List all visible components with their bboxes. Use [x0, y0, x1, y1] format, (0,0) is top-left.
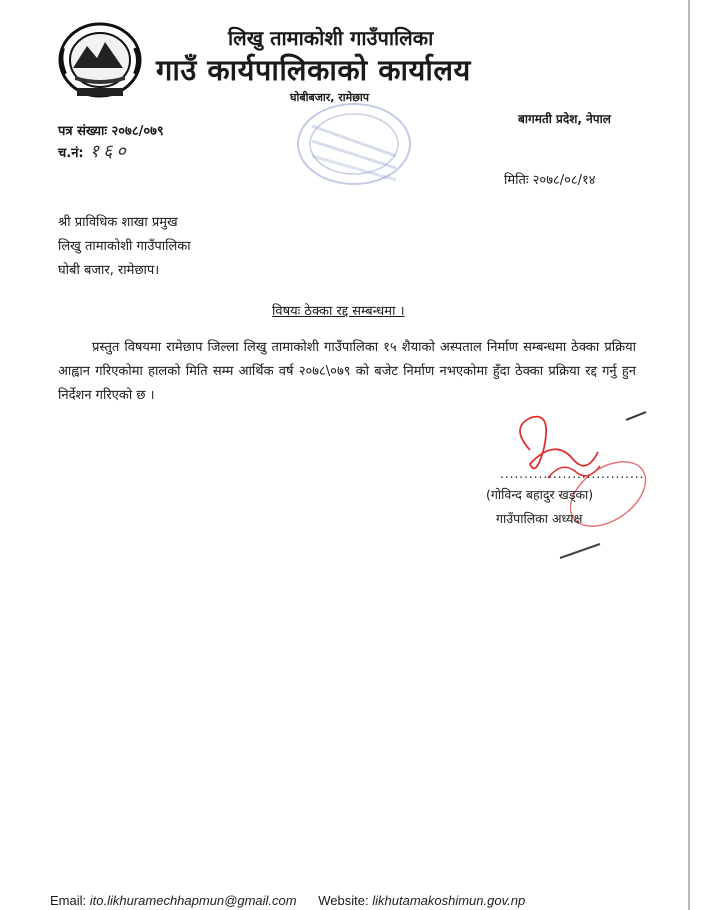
recipient-line-2: लिखु तामाकोशी गाउँपालिका: [58, 239, 191, 254]
signatory-title: गाउँपालिका अध्यक्ष: [496, 511, 583, 526]
office-name: लिखु तामाकोशी गाउँपालिका: [228, 26, 434, 50]
recipient-line-3: घोबी बजार, रामेछाप।: [58, 263, 160, 278]
website-label: Website:: [318, 893, 369, 908]
dispatch-label: च.नं:: [58, 146, 84, 161]
nepal-emblem-icon: [55, 18, 145, 100]
office-stamp-icon: [292, 96, 422, 192]
footer: [50, 893, 525, 908]
signatory-name: (गोविन्द बहादुर खड्का): [486, 487, 594, 502]
office-address: घोबीबजार, रामेछाप: [290, 91, 370, 104]
dispatch-number: [58, 139, 130, 163]
dispatch-handwritten: १६०: [89, 141, 130, 162]
recipient-line-1: श्री प्राविधिक शाखा प्रमुख: [58, 215, 178, 230]
email-label: Email:: [50, 893, 87, 908]
signature-line: ..............................: [500, 467, 645, 481]
letter-subject: विषयः ठेक्का रद्द सम्बन्धमा ।: [272, 304, 405, 319]
province: बागमती प्रदेश, नेपाल: [518, 112, 611, 126]
letter-date: मितिः २०७८/०८/१४: [504, 173, 596, 188]
website-link[interactable]: likhutamakoshimun.gov.np: [372, 893, 526, 908]
office-heading: गाउँ कार्यपालिकाको कार्यालय: [156, 53, 471, 87]
letter-number: पत्र संख्याः २०७८/०७९: [58, 124, 164, 139]
letter-body: प्रस्तुत विषयमा रामेछाप जिल्ला लिखु तामाकोशी गाउँपालिका १५ शैयाको अस्पताल निर्माण सम्बन्धमा ठेक्का प्रक्रिया आह्वान गरिएकोमा हालको मिति सम्म आर्थिक वर्ष २०७८\०७९ को बजेट निर्माण नभएकोमा हुँदा ठेक्का प्रक्रिया रद्द गर्नु हुन निर्देशन गरिएको छ ।: [58, 340, 636, 403]
email-link[interactable]: ito.likhuramechhapmun@gmail.com: [89, 893, 297, 908]
